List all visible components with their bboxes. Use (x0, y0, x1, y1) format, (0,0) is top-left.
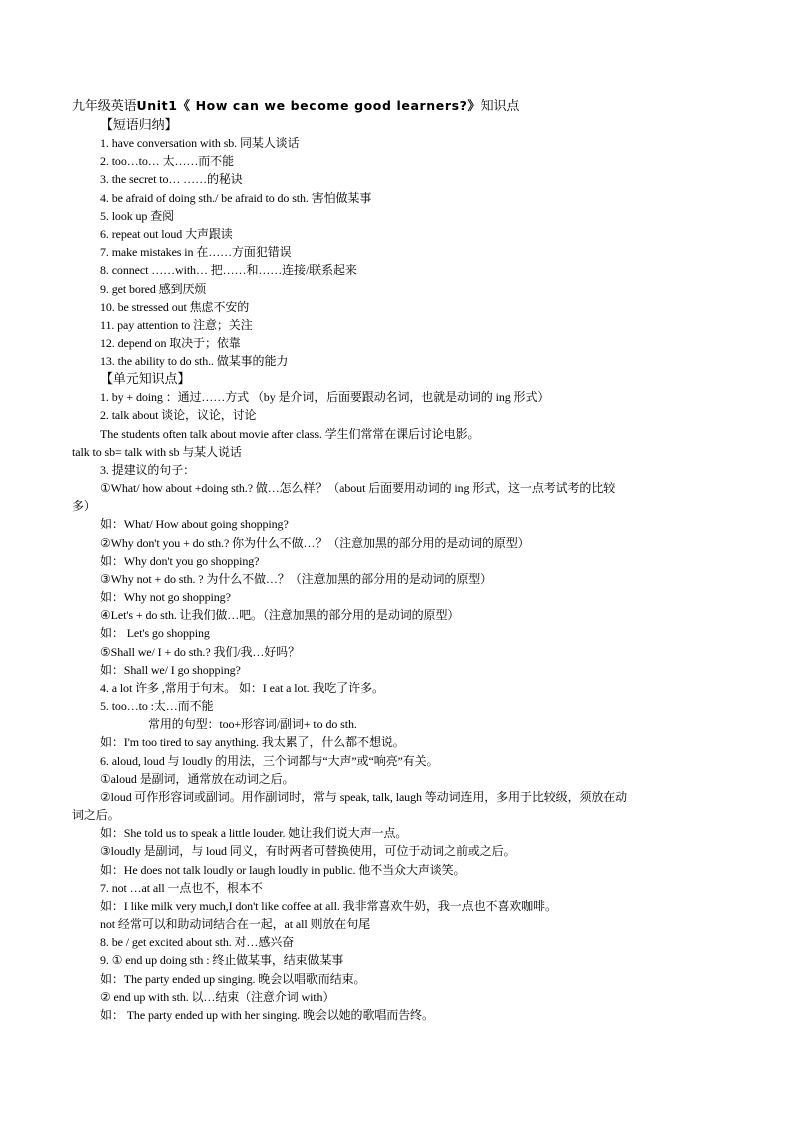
point-line: 如：I'm too tired to say anything. 我太累了，什么都不想说。 (100, 735, 405, 749)
point-line: talk to sb= talk with sb 与某人说话 (72, 445, 242, 459)
point-line: not 经常可以和助动词结合在一起，at all 则放在句尾 (100, 917, 370, 931)
point-line: 常用的句型：too+形容词/副词+ to do sth. (148, 717, 357, 731)
point-line: ⑤Shall we/ I + do sth.? 我们/我…好吗？ (100, 645, 300, 659)
point-line: 如：The party ended up singing. 晚会以唱歌而结束。 (100, 972, 366, 986)
phrases-heading: 【短语归纳】 (100, 117, 178, 132)
point-line: 如： Let's go shopping (100, 626, 210, 640)
title-suffix: 知识点 (480, 98, 520, 113)
point-line: 6. aloud, loud 与 loudly 的用法，三个词都与“大声”或“响亮”有关。 (100, 754, 439, 768)
point-line: 如：He does not talk loudly or laugh loudly in public. 他不当众大声谈笑。 (100, 863, 466, 877)
phrase-item: 3. the secret to… ……的秘诀 (100, 172, 243, 186)
phrase-item: 2. too…to… 太……而不能 (100, 154, 234, 168)
point-line: ②Why don't you + do sth.? 你为什么不做…？（注意加黑的部分用的是动词的原型） (100, 536, 530, 550)
phrase-item: 11. pay attention to 注意；关注 (100, 318, 253, 332)
point-line: 9. ① end up doing sth : 终止做某事，结束做某事 (100, 953, 344, 967)
phrase-item: 12. depend on 取决于；依靠 (100, 336, 241, 350)
phrase-item: 9. get bored 感到厌烦 (100, 282, 207, 296)
point-line: 如：What/ How about going shopping? (100, 517, 289, 531)
title-prefix: 九年级英语 (72, 98, 137, 113)
point-line: 8. be / get excited about sth. 对…感兴奋 (100, 935, 295, 949)
point-line: ①What/ how about +doing sth.? 做…怎么样？（about 后面要用动词的 ing 形式，这一点考试考的比较 (100, 481, 616, 495)
phrase-item: 4. be afraid of doing sth./ be afraid to do sth. 害怕做某事 (100, 191, 372, 205)
unit-points-heading: 【单元知识点】 (100, 371, 191, 386)
point-line: ② end up with sth. 以…结束（注意介词 with） (100, 990, 335, 1004)
phrase-item: 1. have conversation with sb. 同某人谈话 (100, 136, 300, 150)
point-line: 如：Why don't you go shopping? (100, 554, 260, 568)
point-line: ③Why not + do sth. ? 为什么不做…？（注意加黑的部分用的是动词的原型） (100, 572, 493, 586)
title-unit: Unit1《 How can we become good learners?》 (136, 98, 481, 113)
point-line: 如：I like milk very much,I don't like coffee at all. 我非常喜欢牛奶，我一点也不喜欢咖啡。 (100, 899, 557, 913)
document-title (72, 97, 519, 115)
point-line: 4. a lot 许多 ,常用于句末。 如：I eat a lot. 我吃了许多。 (100, 681, 384, 695)
point-line: 词之后。 (72, 808, 120, 822)
phrase-item: 13. the ability to do sth.. 做某事的能力 (100, 354, 289, 368)
point-line: 5. too…to :太…而不能 (100, 699, 214, 713)
point-line: 如：Why not go shopping? (100, 590, 231, 604)
point-line: ②loud 可作形容词或副词。用作副词时，常与 speak, talk, laugh 等动词连用，多用于比较级，须放在动 (100, 790, 628, 804)
point-line: The students often talk about movie after class. 学生们常常在课后讨论电影。 (100, 427, 480, 441)
phrase-item: 5. look up 查阅 (100, 209, 175, 223)
point-line: ④Let's + do sth. 让我们做…吧。（注意加黑的部分用的是动词的原型） (100, 608, 460, 622)
point-line: 2. talk about 谈论，议论，讨论 (100, 408, 257, 422)
point-line: 3. 提建议的句子： (100, 463, 196, 477)
phrase-item: 10. be stressed out 焦虑不安的 (100, 300, 250, 314)
point-line: 7. not …at all 一点也不，根本不 (100, 881, 263, 895)
phrase-item: 7. make mistakes in 在……方面犯错误 (100, 245, 292, 259)
phrase-item: 8. connect ……with… 把……和……连接/联系起来 (100, 263, 357, 277)
point-line: 多） (72, 499, 96, 513)
point-line: 1. by + doing ：通过……方式 （by 是介词，后面要跟动名词，也就是动词的 ing 形式） (100, 390, 550, 404)
point-line: ③loudly 是副词，与 loud 同义，有时两者可替换使用，可位于动词之前或之后。 (100, 844, 516, 858)
point-line: 如：Shall we/ I go shopping? (100, 663, 241, 677)
point-line: ①aloud 是副词，通常放在动词之后。 (100, 772, 295, 786)
phrase-item: 6. repeat out loud 大声跟读 (100, 227, 233, 241)
point-line: 如： The party ended up with her singing. 晚会以她的歌唱而告终。 (100, 1008, 434, 1022)
point-line: 如：She told us to speak a little louder. 她让我们说大声一点。 (100, 826, 408, 840)
